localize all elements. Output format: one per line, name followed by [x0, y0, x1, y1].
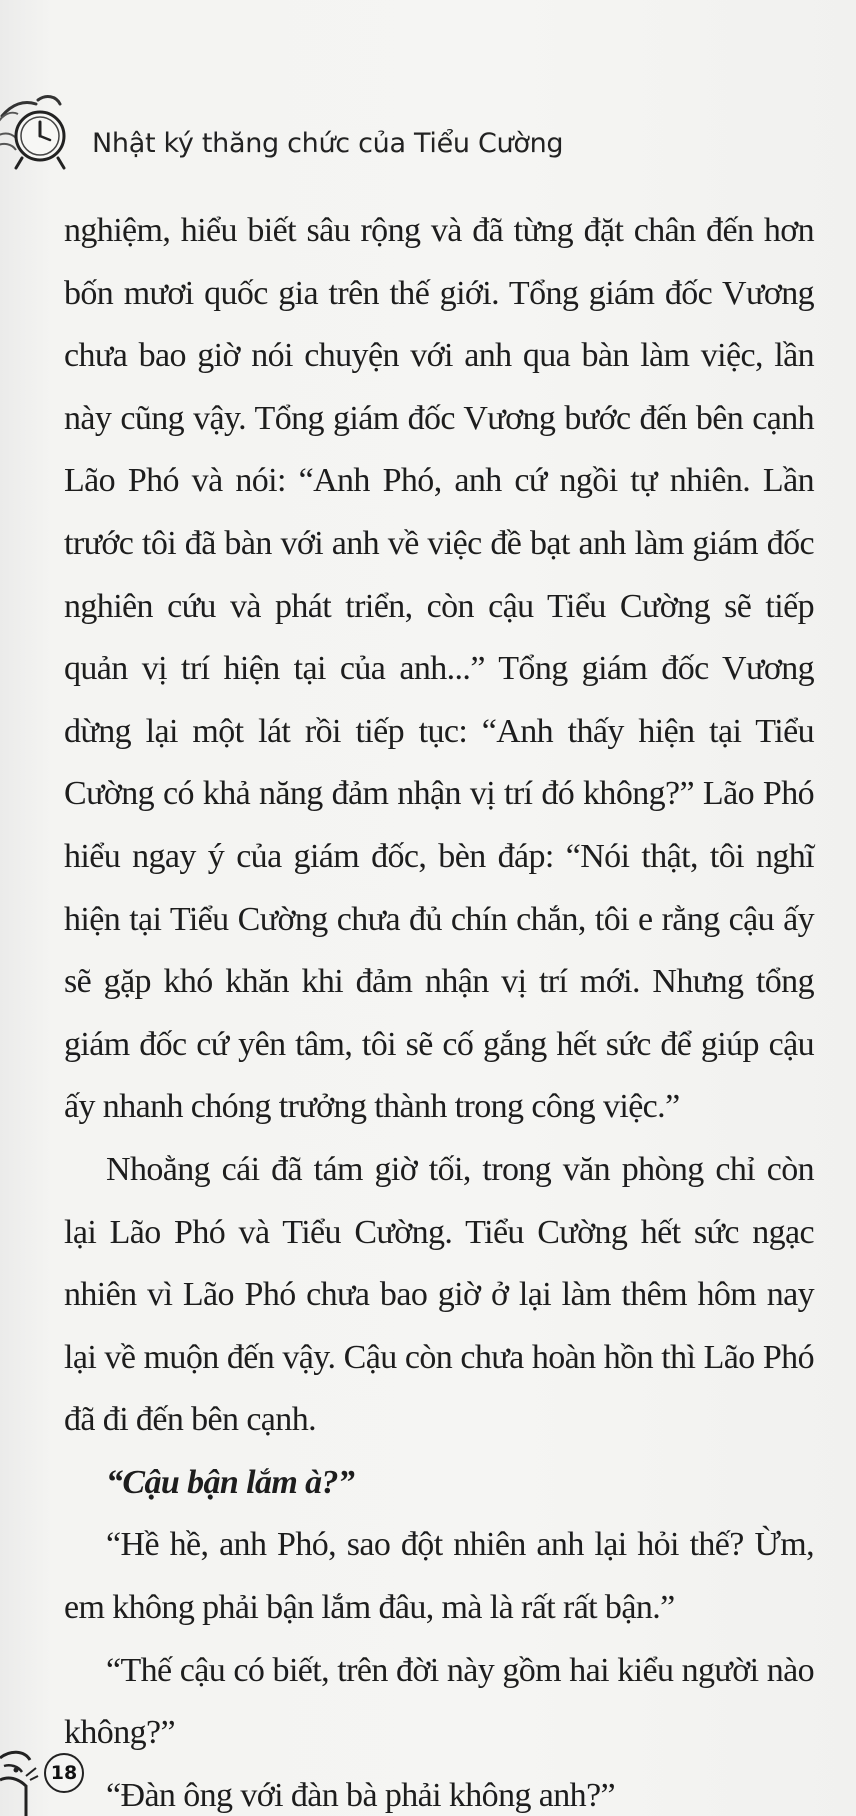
dialogue-line: “Hề hề, anh Phó, sao đột nhiên anh lại hỏi thế? Ừm, em không phải bận lắm đâu, mà là rất rất bận.” — [64, 1526, 814, 1627]
alarm-clock-icon — [0, 86, 84, 176]
dialogue-line: “Đàn ông với đàn bà phải không anh?” — [106, 1776, 616, 1814]
body-text — [64, 200, 814, 1816]
cartoon-figure-icon — [0, 1736, 50, 1816]
dialogue-line: “Thế cậu có biết, trên đời này gồm hai kiểu người nào không?” — [64, 1651, 814, 1752]
paragraph: Nhoằng cái đã tám giờ tối, trong văn phòng chỉ còn lại Lão Phó và Tiểu Cường. Tiểu Cường hết sức ngạc nhiên vì Lão Phó chưa bao giờ ở lại làm thêm hôm nay lại về muộn đến vậy. Cậu còn chưa hoàn hồn thì Lão Phó đã đi đến bên cạnh. — [64, 1150, 814, 1439]
running-header-title: Nhật ký thăng chức của Tiểu Cường — [92, 128, 564, 159]
dialogue-line: “Cậu bận lắm à?” — [106, 1463, 355, 1501]
paragraph: nghiệm, hiểu biết sâu rộng và đã từng đặt chân đến hơn bốn mươi quốc gia trên thế giới. Tổng giám đốc Vương chưa bao giờ nói chuyện với anh qua bàn làm việc, lần này cũng vậy. Tổng giám đốc Vương bước đến bên cạnh Lão Phó và nói: “Anh Phó, anh cứ ngồi tự nhiên. Lần trước tôi đã bàn với anh về việc đề bạt anh làm giám đốc nghiên cứu và phát triển, còn cậu Tiểu Cường sẽ tiếp quản vị trí hiện tại của anh...” Tổng giám đốc Vương dừng lại một lát rồi tiếp tục: “Anh thấy hiện tại Tiểu Cường có khả năng đảm nhận vị trí đó không?” Lão Phó hiểu ngay ý của giám đốc, bèn đáp: “Nói thật, tôi nghĩ hiện tại Tiểu Cường chưa đủ chín chắn, tôi e rằng cậu ấy sẽ gặp khó khăn khi đảm nhận vị trí mới. Nhưng tổng giám đốc cứ yên tâm, tôi sẽ cố gắng hết sức để giúp cậu ấy nhanh chóng trưởng thành trong công việc.” — [64, 212, 814, 1126]
page-number: 18 — [44, 1753, 84, 1793]
